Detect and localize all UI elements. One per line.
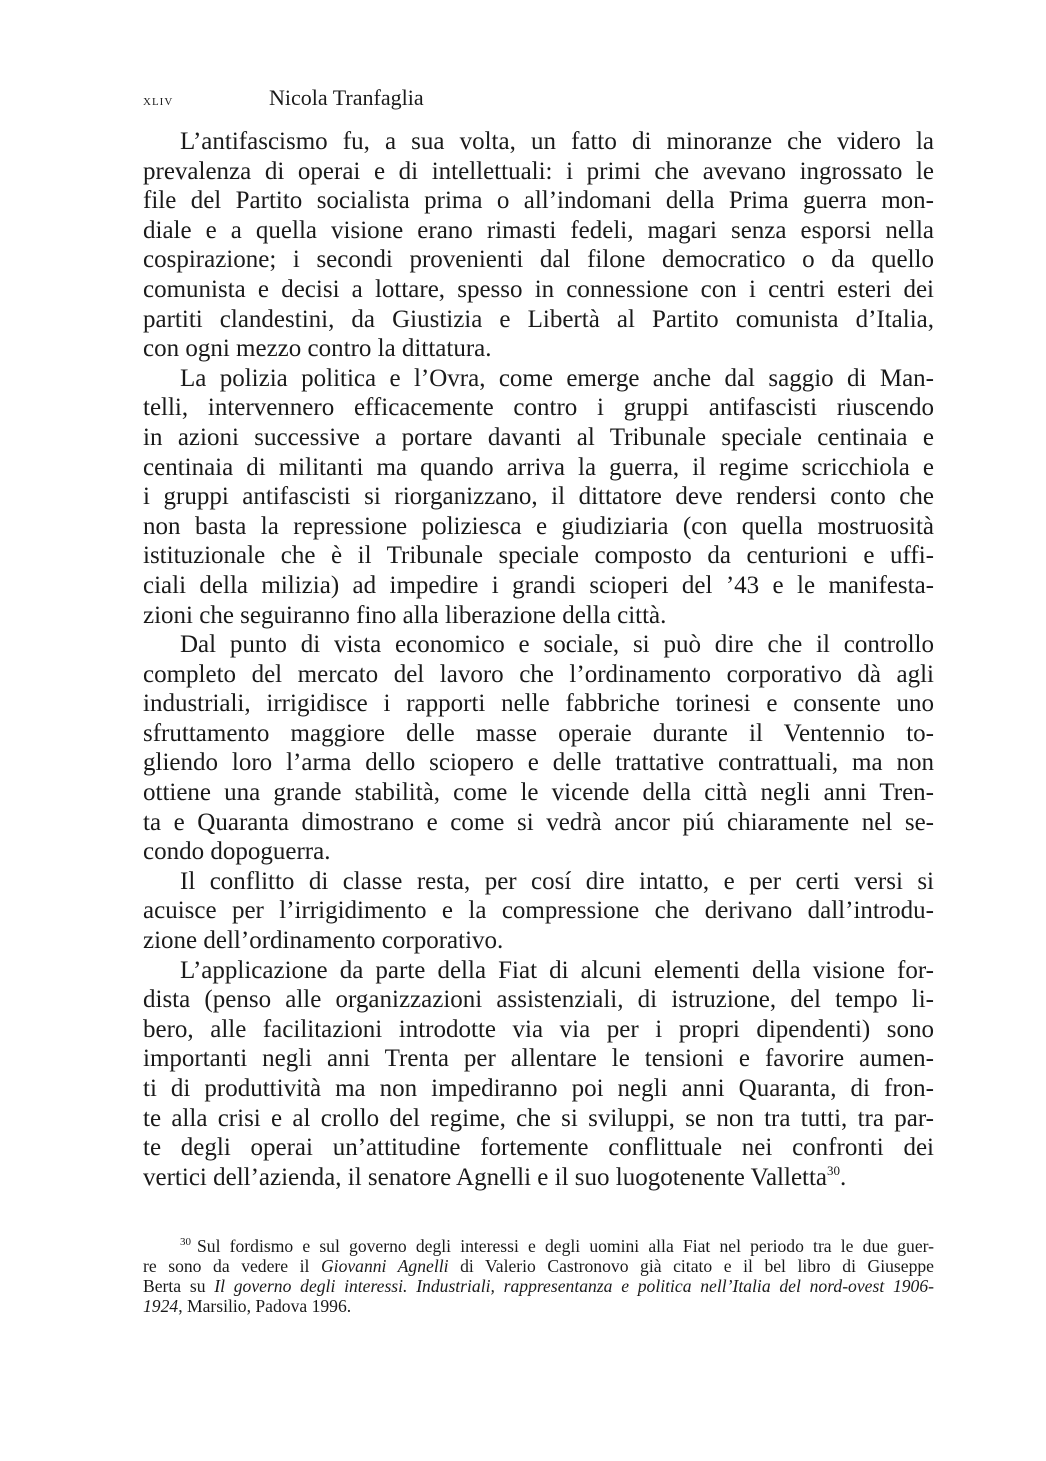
paragraph — [143, 127, 934, 364]
text-line — [143, 808, 934, 838]
line-text: Dal punto di vista economico e sociale, si può dire che il controllo — [180, 631, 934, 659]
line-text: ta e Quaranta dimostrano e come si vedrà ancor piú chiaramente nel se- — [143, 808, 934, 836]
text-line — [143, 601, 934, 631]
text-line — [143, 305, 934, 335]
paragraph — [143, 867, 934, 956]
running-head-author: Nicola Tranfaglia — [269, 85, 424, 110]
text-line — [143, 571, 934, 601]
text-line — [143, 275, 934, 305]
page-number: xliv — [143, 92, 174, 109]
text-line — [143, 985, 934, 1015]
line-text: centinaia di militanti ma quando arriva la guerra, il regime scricchiola e — [143, 453, 934, 481]
text-line — [143, 364, 934, 394]
text-line — [143, 541, 934, 571]
line-text: sfruttamento maggiore delle masse operaie durante il Ventennio to- — [143, 719, 934, 747]
line-text: industriali, irrigidisce i rapporti nelle fabbriche torinesi e consente uno — [143, 690, 934, 718]
text-line — [143, 245, 934, 275]
line-text: L’antifascismo fu, a sua volta, un fatto di minoranze che videro la — [180, 128, 934, 155]
line-text: importanti negli anni Trenta per allentare le tensioni e favorire aumen- — [143, 1045, 934, 1073]
line-text: Il conflitto di classe resta, per cosí dire intatto, e per certi versi si — [180, 867, 934, 895]
line-text: La polizia politica e l’Ovra, come emerge anche dal saggio di Man- — [180, 364, 934, 392]
text-line — [143, 867, 934, 897]
text-line — [143, 660, 934, 690]
line-text: zione dell’ordinamento corporativo. — [143, 927, 504, 955]
text-line — [143, 1163, 934, 1193]
footnote-text: , Marsilio, Padova 1996. — [178, 1296, 352, 1316]
line-text: in azioni successive a portare davanti al Tribunale speciale centinaia e — [143, 423, 934, 451]
text-line — [143, 837, 934, 867]
line-text: prevalenza di operai e di intellettuali: i primi che avevano ingrossato le — [143, 157, 934, 185]
paragraph — [143, 630, 934, 867]
footnote — [143, 1236, 934, 1316]
line-text: vertici dell’azienda, il senatore Agnelli e il suo luogotenente Valletta — [143, 1163, 828, 1191]
footnote-italic-title: Giovanni Agnelli — [320, 1256, 449, 1276]
line-text: cospirazione; i secondi provenienti dal filone democratico o da quello — [143, 246, 934, 274]
line-text: zioni che seguiranno fino alla liberazione della città. — [143, 601, 667, 629]
text-line — [143, 748, 934, 778]
line-text: completo del mercato del lavoro che l’ordinamento corporativo dà agli — [143, 660, 934, 688]
line-text: istituzionale che è il Tribunale speciale composto da centurioni e uffi- — [143, 542, 934, 570]
line-text: te degli operai un’attitudine fortemente conflittuale nei confronti dei — [143, 1134, 934, 1162]
footnote-text: re sono da vedere il — [143, 1256, 321, 1276]
footnote-text: Berta su — [143, 1276, 215, 1296]
text-line — [143, 186, 934, 216]
line-end-punctuation: . — [840, 1163, 847, 1191]
line-text: dista (penso alle organizzazioni assistenziali, di istruzione, del tempo li- — [143, 986, 934, 1014]
text-line — [143, 393, 934, 423]
line-text: partiti clandestini, da Giustizia e Libertà al Partito comunista d’Italia, — [143, 305, 934, 333]
line-text: bero, alle facilitazioni introdotte via via per i propri dipendenti) sono — [143, 1015, 934, 1043]
line-text: non basta la repressione poliziesca e giudiziaria (con quella mostruosità — [143, 512, 934, 540]
footnote-line — [143, 1276, 934, 1296]
line-text: L’applicazione da parte della Fiat di alcuni elementi della visione for- — [180, 956, 934, 984]
line-text: comunista e decisi a lottare, spesso in connessione con i centri esteri dei — [143, 275, 934, 303]
text-line — [143, 896, 934, 926]
text-line — [143, 689, 934, 719]
text-line — [143, 630, 934, 660]
line-text: acuisce per l’irrigidimento e la compressione che derivano dall’introdu- — [143, 897, 934, 925]
line-text: con ogni mezzo contro la dittatura. — [143, 335, 492, 363]
text-line — [143, 512, 934, 542]
line-text: gliendo loro l’arma dello sciopero e delle trattative contrattuali, ma non — [143, 749, 934, 777]
text-line — [143, 423, 934, 453]
text-line — [143, 719, 934, 749]
text-line — [143, 956, 934, 986]
footnote-italic-year: 1924 — [143, 1296, 179, 1316]
text-line — [143, 216, 934, 246]
text-line — [143, 926, 934, 956]
line-text: telli, intervennero efficacemente contro i gruppi antifascisti riuscendo — [143, 394, 934, 422]
footnote-text: di Valerio Castronovo già citato e il bel libro di Giuseppe — [448, 1256, 934, 1276]
line-text: ciali della milizia) ad impedire i grandi scioperi del ’43 e le manifesta- — [143, 571, 934, 599]
footnote-line — [143, 1256, 934, 1276]
text-line — [143, 127, 934, 157]
line-text: te alla crisi e al crollo del regime, che si sviluppi, se non tra tutti, tra par- — [143, 1104, 934, 1132]
footnote-number: 30 — [180, 1236, 191, 1248]
line-text: ottiene una grande stabilità, come le vicende della città negli anni Tren- — [143, 779, 934, 807]
paragraph — [143, 956, 934, 1193]
text-line — [143, 453, 934, 483]
footnote-text: Sul fordismo e sul governo degli interessi e degli uomini alla Fiat nel periodo tra le due guer- — [197, 1236, 934, 1256]
text-line — [143, 334, 934, 364]
body-text — [143, 127, 934, 1192]
paragraph — [143, 364, 934, 630]
text-line — [143, 1044, 934, 1074]
footnote-line — [143, 1236, 934, 1256]
text-line — [143, 1133, 934, 1163]
line-text: condo dopoguerra. — [143, 838, 331, 866]
line-text: diale e a quella visione erano rimasti fedeli, magari senza esporsi nella — [143, 216, 934, 244]
line-text: file del Partito socialista prima o all’indomani della Prima guerra mon- — [143, 187, 934, 215]
footnote-line — [143, 1296, 934, 1316]
text-line — [143, 1074, 934, 1104]
line-text: ti di produttività ma non impediranno poi negli anni Quaranta, di fron- — [143, 1075, 934, 1102]
text-line — [143, 1104, 934, 1134]
footnote-italic-title: Il governo degli interessi. Industriali, rappresentanza e politica nell’Italia del nord-ovest 1906- — [214, 1276, 934, 1296]
text-line — [143, 778, 934, 808]
text-line — [143, 1015, 934, 1045]
running-head — [143, 84, 424, 115]
text-line — [143, 157, 934, 187]
footnote-reference[interactable]: 30 — [827, 1162, 841, 1178]
line-text: i gruppi antifascisti si riorganizzano, il dittatore deve rendersi conto che — [143, 483, 934, 511]
text-line — [143, 482, 934, 512]
